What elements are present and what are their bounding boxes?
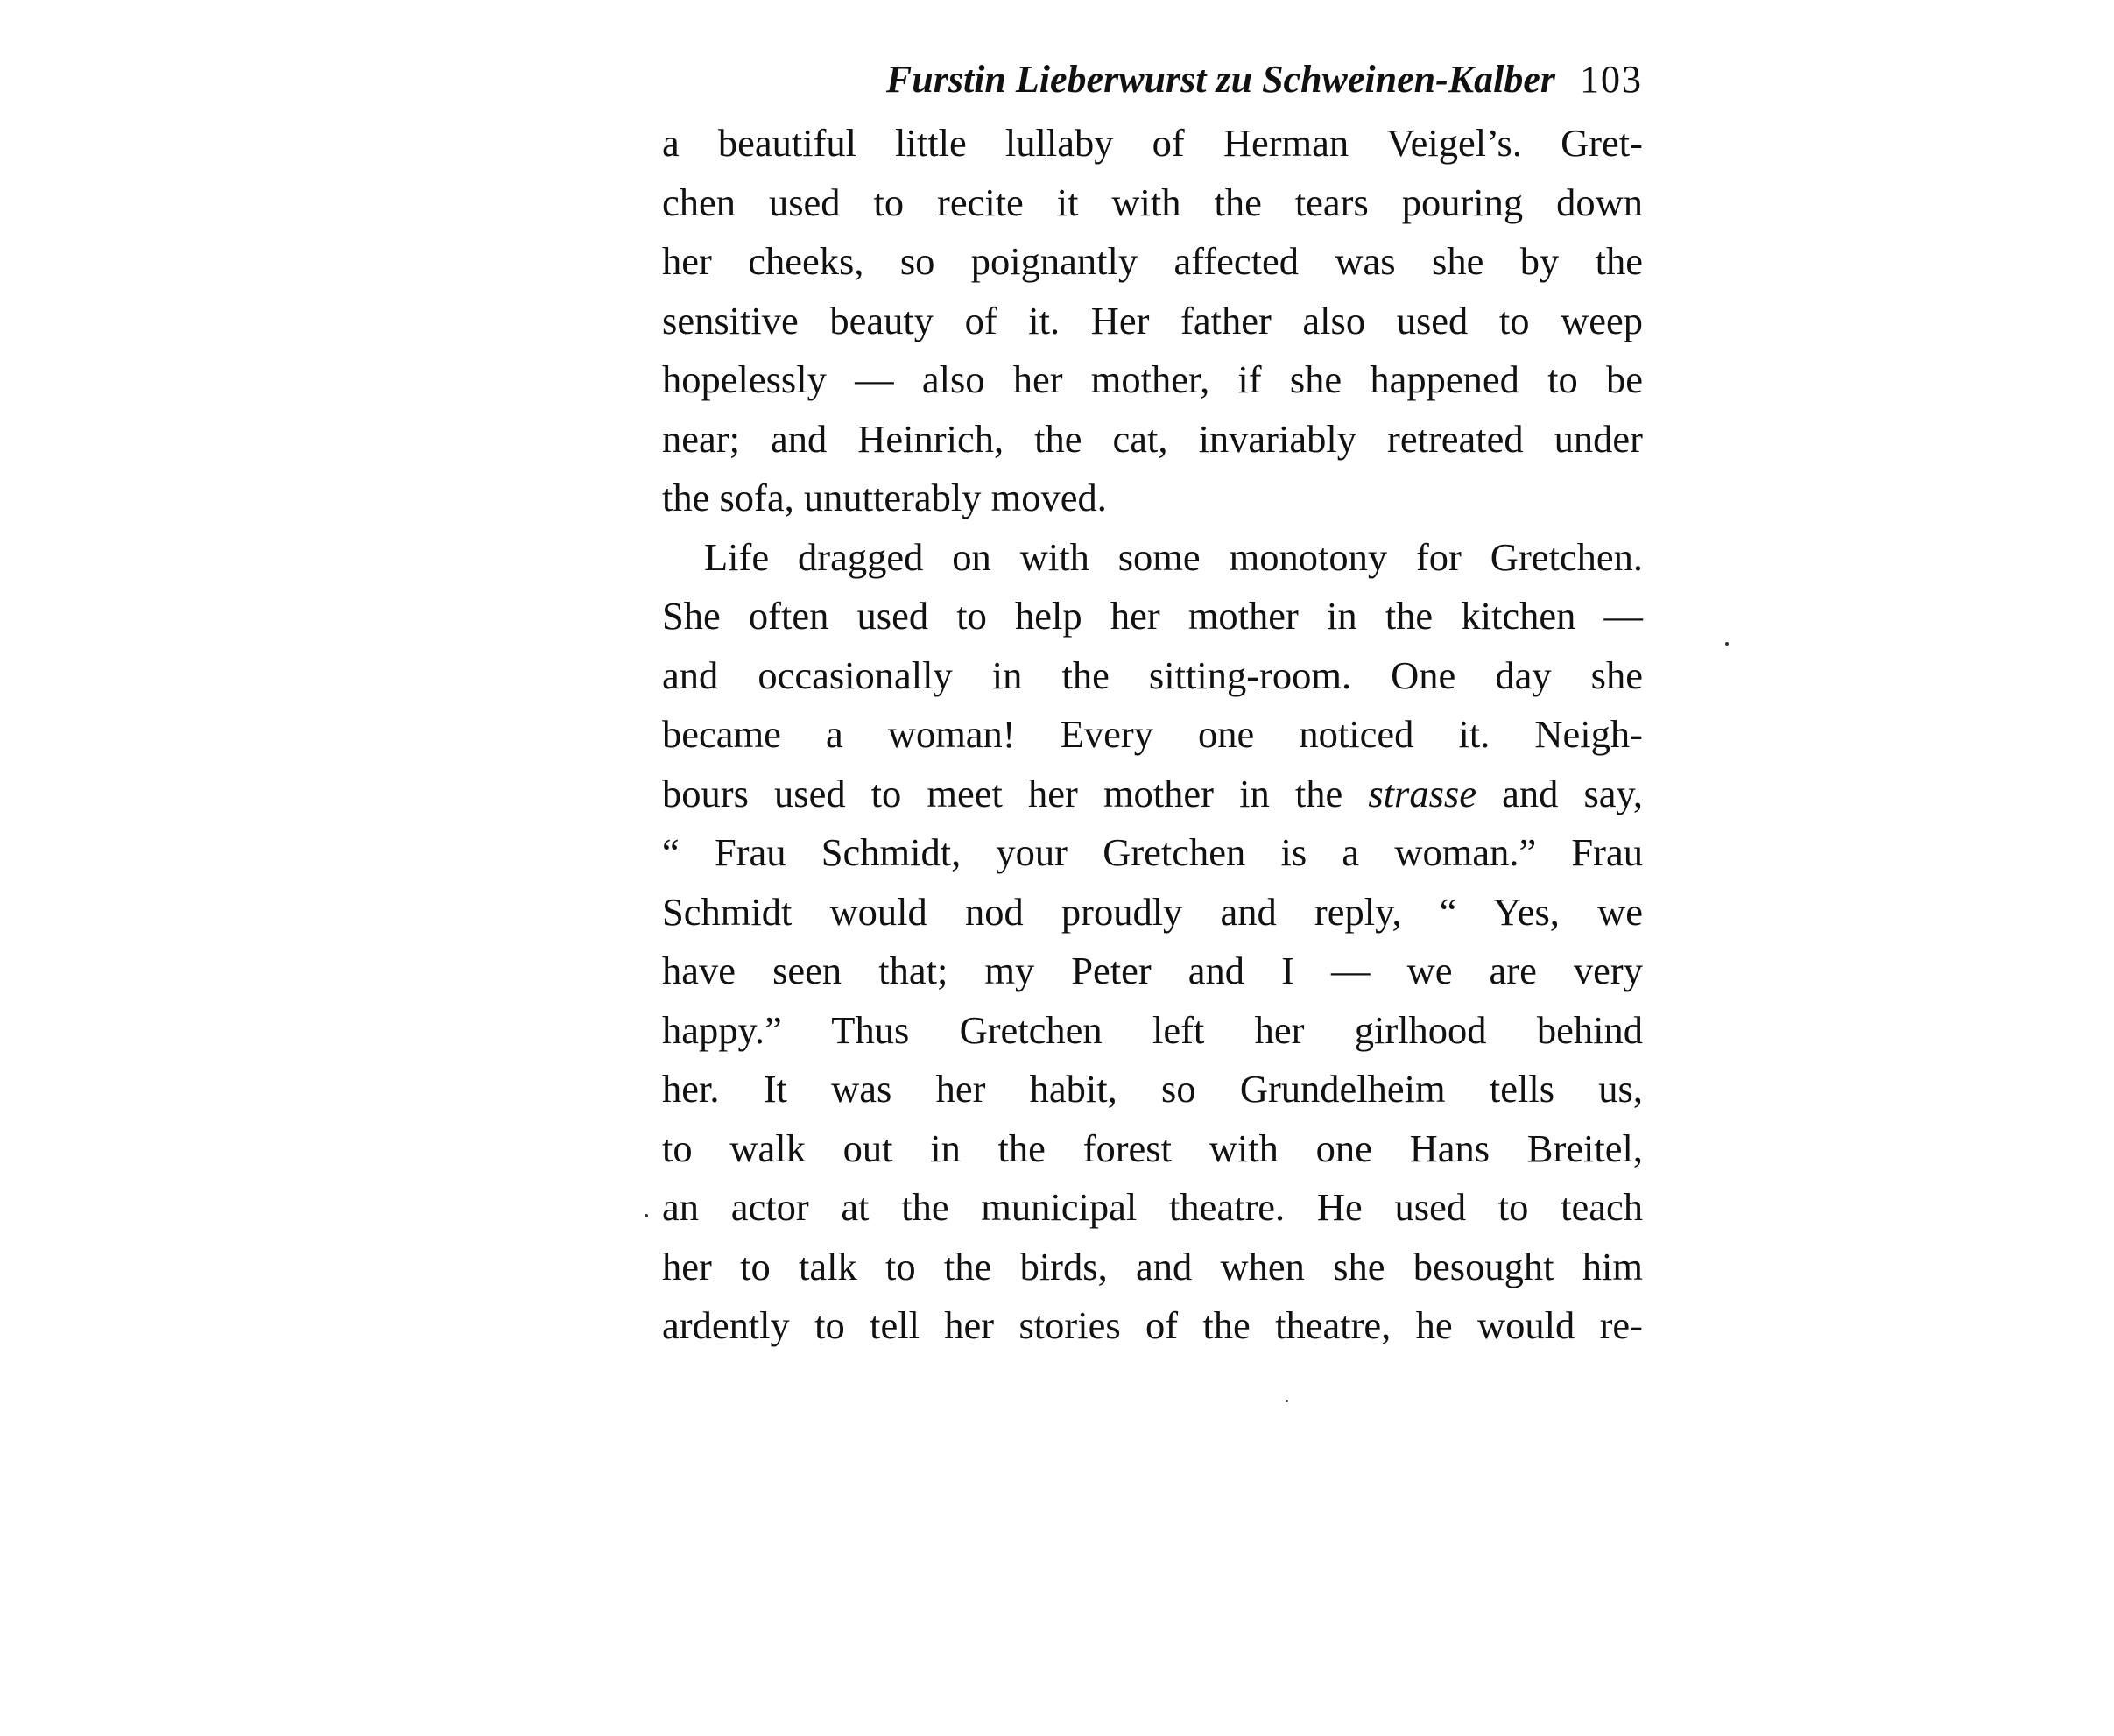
running-title: Furstin Lieberwurst zu Schweinen-Kalber: [885, 58, 1555, 101]
text-line: happy.” Thus Gretchen left her girlhood behind: [662, 1007, 1643, 1052]
text-line: a beautiful little lullaby of Herman Veigel’s. Gret-: [662, 121, 1643, 165]
text-line: chen used to recite it with the tears pouring down: [662, 180, 1643, 224]
running-head: [662, 53, 1643, 107]
text-line: her. It was her habit, so Grundelheim tells us,: [662, 1067, 1643, 1111]
text-segment: bours used to meet her mother in the: [662, 771, 1343, 815]
text-line: and occasionally in the sitting-room. One day she: [662, 653, 1643, 697]
page-number: 103: [1580, 58, 1643, 101]
text-line: Schmidt would nod proudly and reply, “ Yes, we: [662, 889, 1643, 934]
text-line: the sofa, unutterably moved.: [662, 476, 1107, 519]
text-line-with-italic: [662, 765, 1643, 824]
text-line: sensitive beauty of it. Her father also used to weep: [662, 298, 1643, 342]
scan-speck: [645, 1214, 648, 1217]
scan-speck: [1286, 1400, 1288, 1402]
italic-word: strasse: [1368, 771, 1476, 815]
book-page: [662, 53, 1643, 1356]
text-line: near; and Heinrich, the cat, invariably retreated under: [662, 416, 1643, 461]
text-line: Life dragged on with some monotony for Gretchen.: [704, 534, 1643, 579]
text-line: her cheeks, so poignantly affected was she by the: [662, 239, 1643, 283]
text-line: an actor at the municipal theatre. He used to teach: [662, 1185, 1643, 1229]
text-line: She often used to help her mother in the kitchen —: [662, 594, 1643, 638]
text-line: hopelessly — also her mother, if she happened to be: [662, 357, 1643, 401]
text-line: ardently to tell her stories of the theatre, he would re-: [662, 1303, 1643, 1347]
body-text: [662, 114, 1643, 1356]
text-segment: and say,: [1502, 771, 1644, 815]
text-line: her to talk to the birds, and when she besought him: [662, 1244, 1643, 1288]
scan-speck: [1725, 642, 1729, 646]
text-line: “ Frau Schmidt, your Gretchen is a woman.” Frau: [662, 830, 1643, 874]
text-line: became a woman! Every one noticed it. Neigh-: [662, 712, 1643, 756]
text-line: to walk out in the forest with one Hans Breitel,: [662, 1126, 1643, 1170]
text-line: have seen that; my Peter and I — we are very: [662, 949, 1643, 992]
